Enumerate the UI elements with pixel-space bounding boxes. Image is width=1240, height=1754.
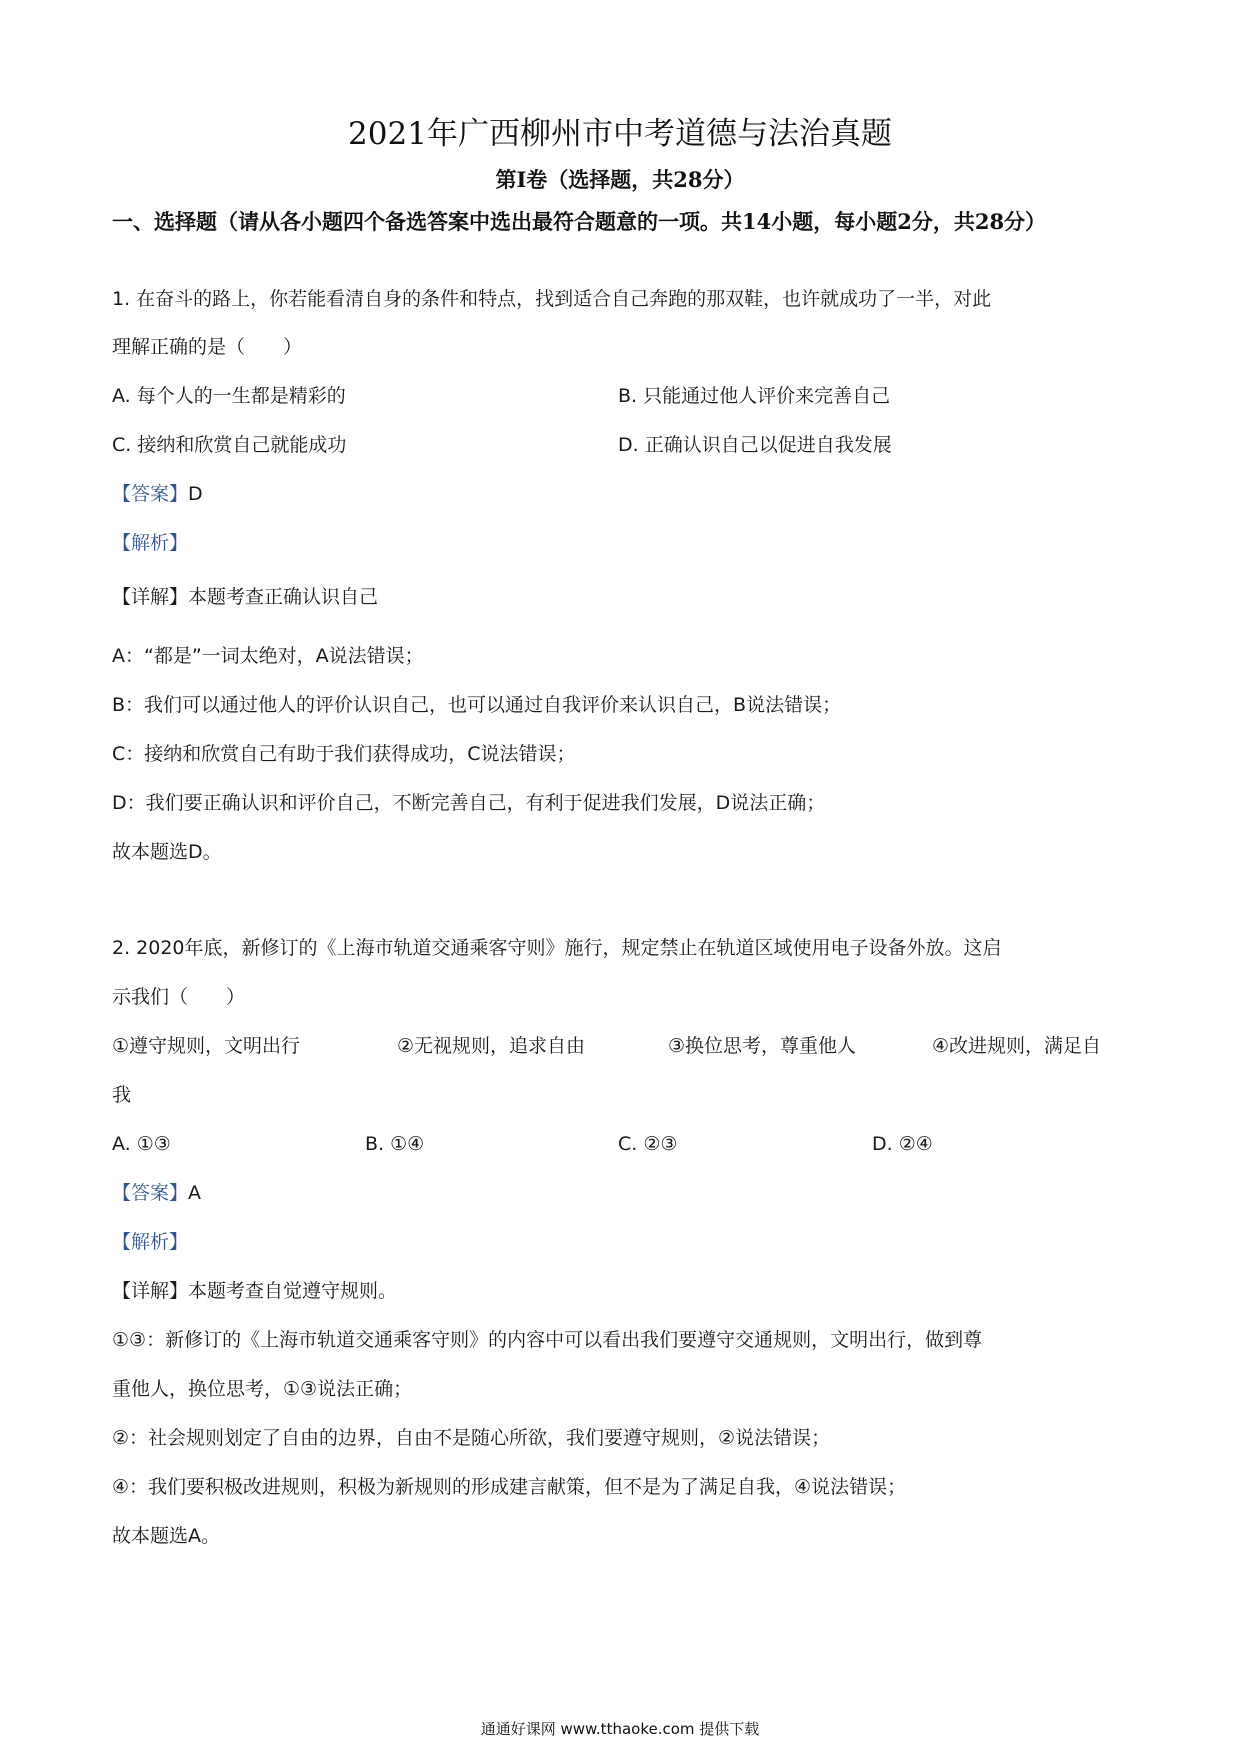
page-footer: 通通好课网 www.tthaoke.com 提供下载 (480, 1720, 760, 1738)
answer-tag: 【答案】 (112, 483, 189, 505)
q2-stem-line1: 2. 2020年底，新修订的《上海市轨道交通乘客守则》施行，规定禁止在轨道区域使用电子设备外放。这启 (112, 937, 1002, 959)
q2-explanation-13-line1: ①③：新修订的《上海市轨道交通乘客守则》的内容中可以看出我们要遵守交通规则，文明出行，做到尊 (112, 1329, 983, 1351)
q2-option-c: C. ②③ (618, 1133, 678, 1155)
q2-item-2: ②无视规则，追求自由 (397, 1035, 586, 1057)
q1-stem-line2: 理解正确的是（ ） (112, 336, 303, 358)
document-title: 2021年广西柳州市中考道德与法治真题 (348, 116, 892, 152)
q1-option-d: D. 正确认识自己以促进自我发展 (618, 434, 892, 456)
answer-value: D (188, 483, 203, 505)
q2-item-4-line1: ④改进规则，满足自 (932, 1035, 1102, 1057)
q1-explanation-a: A：“都是”一词太绝对，A说法错误； (112, 645, 424, 667)
volume-subtitle: 第Ⅰ卷（选择题，共28分） (495, 167, 745, 192)
q2-item-4-line2: 我 (112, 1084, 132, 1106)
q2-item-3: ③换位思考，尊重他人 (668, 1035, 857, 1057)
q1-conclusion: 故本题选D。 (112, 841, 222, 863)
q2-explanation-4: ④：我们要积极改进规则，积极为新规则的形成建言献策，但不是为了满足自我，④说法错误； (112, 1476, 907, 1498)
q2-explanation-13-line2: 重他人，换位思考，①③说法正确； (112, 1378, 413, 1400)
q2-option-b: B. ①④ (365, 1133, 425, 1155)
q1-detail: 【详解】本题考查正确认识自己 (112, 586, 379, 608)
q1-option-b: B. 只能通过他人评价来完善自己 (618, 385, 891, 407)
q1-option-a: A. 每个人的一生都是精彩的 (112, 385, 346, 407)
q1-analysis-tag: 【解析】 (112, 532, 189, 554)
q1-explanation-c: C：接纳和欣赏自己有助于我们获得成功，C说法错误； (112, 743, 576, 765)
q2-detail: 【详解】本题考查自觉遵守规则。 (112, 1280, 398, 1302)
q2-conclusion: 故本题选A。 (112, 1525, 220, 1547)
q2-option-a: A. ①③ (112, 1133, 171, 1155)
q1-explanation-d: D：我们要正确认识和评价自己，不断完善自己，有利于促进我们发展，D说法正确； (112, 792, 826, 814)
q2-answer (112, 1180, 201, 1206)
q2-analysis-tag: 【解析】 (112, 1231, 189, 1253)
q1-stem-line1: 1. 在奋斗的路上，你若能看清自身的条件和特点，找到适合自己奔跑的那双鞋，也许就成功了一半，对此 (112, 288, 992, 310)
q1-answer (112, 481, 203, 507)
answer-tag: 【答案】 (112, 1182, 189, 1204)
q2-stem-line2: 示我们（ ） (112, 986, 246, 1008)
q2-option-d: D. ②④ (872, 1133, 933, 1155)
section-heading: 一、选择题（请从各小题四个备选答案中选出最符合题意的一项。共14小题，每小题2分，共28分） (112, 209, 1047, 234)
q2-item-1: ①遵守规则，文明出行 (112, 1035, 301, 1057)
q2-explanation-2: ②：社会规则划定了自由的边界，自由不是随心所欲，我们要遵守规则，②说法错误； (112, 1427, 831, 1449)
q1-option-c: C. 接纳和欣赏自己就能成功 (112, 434, 347, 456)
q1-explanation-b: B：我们可以通过他人的评价认识自己，也可以通过自我评价来认识自己，B说法错误； (112, 694, 842, 716)
answer-value: A (188, 1182, 202, 1204)
